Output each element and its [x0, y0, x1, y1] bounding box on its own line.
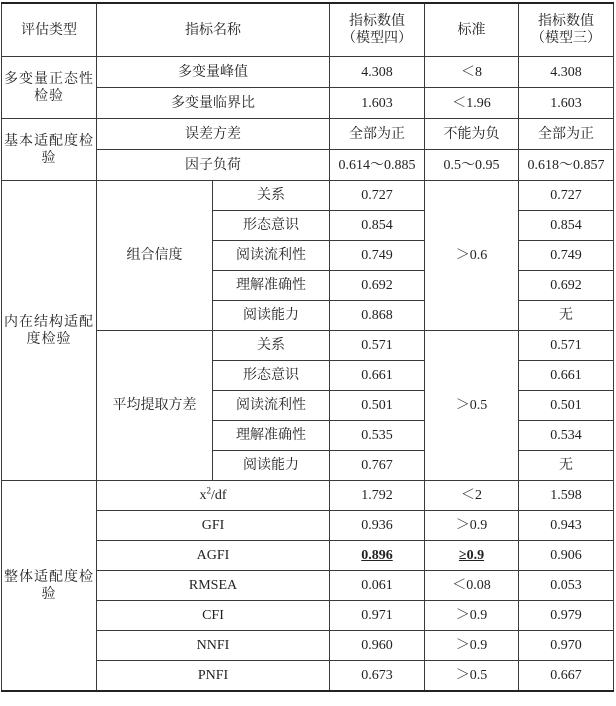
chi-superscript: 2 [206, 485, 211, 496]
value-model3: 0.661 [519, 361, 614, 391]
value-model4: 1.603 [330, 88, 425, 119]
value-model3: 0.667 [519, 661, 614, 692]
indicator-name: 多变量峰值 [97, 57, 330, 88]
chi-symbol: x [199, 488, 207, 503]
indicator-name: PNFI [97, 661, 330, 692]
indicator-name: 形态意识 [213, 361, 330, 391]
standard-cell: 不能为负 [425, 119, 519, 150]
header-row [2, 3, 614, 57]
value-model3: 无 [519, 301, 614, 331]
value-model3: 无 [519, 451, 614, 481]
value-model4: 0.936 [330, 511, 425, 541]
table-row [2, 119, 614, 150]
indicator-name: 形态意识 [213, 211, 330, 241]
standard-cell: ＜0.08 [425, 571, 519, 601]
standard-cell: ＞0.6 [425, 181, 519, 331]
header-value-model4-line1: 指标数值 [349, 13, 405, 29]
header-value-model3-line1: 指标数值 [538, 13, 594, 29]
group-basic-fit: 基本适配度检验 [2, 119, 97, 181]
indicator-name [97, 481, 330, 511]
standard-cell: ＜1.96 [425, 88, 519, 119]
value-model3: 0.534 [519, 421, 614, 451]
value-model4: 0.971 [330, 601, 425, 631]
value-model4: 0.960 [330, 631, 425, 661]
indicator-name: 理解准确性 [213, 421, 330, 451]
value-model3: 0.979 [519, 601, 614, 631]
standard-cell: ≥0.9 [425, 541, 519, 571]
value-model3: 0.727 [519, 181, 614, 211]
value-model3: 0.970 [519, 631, 614, 661]
group-internal-fit: 内在结构适配度检验 [2, 181, 97, 481]
standard-cell: ＞0.9 [425, 601, 519, 631]
value-model4: 0.061 [330, 571, 425, 601]
value-model4: 0.571 [330, 331, 425, 361]
value-model4: 0.854 [330, 211, 425, 241]
indicator-name: 关系 [213, 331, 330, 361]
indicator-name: 阅读流利性 [213, 241, 330, 271]
value-model3: 0.618～0.857 [519, 150, 614, 181]
group-overall-fit: 整体适配度检验 [2, 481, 97, 692]
header-standard: 标准 [425, 3, 519, 57]
value-model3: 0.692 [519, 271, 614, 301]
indicator-name: AGFI [97, 541, 330, 571]
chi-df-suffix: /df [210, 488, 227, 503]
value-model4: 0.535 [330, 421, 425, 451]
value-model3: 4.308 [519, 57, 614, 88]
indicator-name: RMSEA [97, 571, 330, 601]
indicator-name: NNFI [97, 631, 330, 661]
value-model3: 0.749 [519, 241, 614, 271]
header-value-model3 [519, 3, 614, 57]
indicator-name: 阅读流利性 [213, 391, 330, 421]
value-model3: 0.906 [519, 541, 614, 571]
value-model4: 0.614～0.885 [330, 150, 425, 181]
value-model3: 0.501 [519, 391, 614, 421]
subgroup-ave: 平均提取方差 [97, 331, 213, 481]
standard-cell: ＞0.5 [425, 661, 519, 692]
indicator-name: 因子负荷 [97, 150, 330, 181]
indicator-name: 误差方差 [97, 119, 330, 150]
indicator-name: 阅读能力 [213, 451, 330, 481]
indicator-name: GFI [97, 511, 330, 541]
indicator-name: CFI [97, 601, 330, 631]
value-model4: 0.501 [330, 391, 425, 421]
value-model3: 0.053 [519, 571, 614, 601]
value-model4: 0.727 [330, 181, 425, 211]
header-indicator: 指标名称 [97, 3, 330, 57]
value-model3: 0.571 [519, 331, 614, 361]
table-row [2, 57, 614, 88]
value-model3: 全部为正 [519, 119, 614, 150]
value-model3: 0.854 [519, 211, 614, 241]
value-model3: 1.598 [519, 481, 614, 511]
value-model4: 0.749 [330, 241, 425, 271]
standard-cell: ＜2 [425, 481, 519, 511]
table-row [2, 481, 614, 511]
fit-indices-table [1, 2, 614, 692]
header-value-model3-line2: （模型三） [531, 30, 601, 46]
value-model4: 0.673 [330, 661, 425, 692]
standard-cell: ＞0.5 [425, 331, 519, 481]
indicator-name: 关系 [213, 181, 330, 211]
table-row [2, 181, 614, 211]
value-model4: 0.661 [330, 361, 425, 391]
value-model4: 0.896 [330, 541, 425, 571]
standard-cell: 0.5～0.95 [425, 150, 519, 181]
header-value-model4 [330, 3, 425, 57]
subgroup-composite-reliability: 组合信度 [97, 181, 213, 331]
value-model4: 0.692 [330, 271, 425, 301]
value-model4: 4.308 [330, 57, 425, 88]
header-value-model4-line2: （模型四） [342, 30, 412, 46]
indicator-name: 阅读能力 [213, 301, 330, 331]
value-model3: 1.603 [519, 88, 614, 119]
indicator-name: 多变量临界比 [97, 88, 330, 119]
value-model4: 全部为正 [330, 119, 425, 150]
standard-cell: ＞0.9 [425, 631, 519, 661]
standard-cell: ＞0.9 [425, 511, 519, 541]
value-model4: 0.868 [330, 301, 425, 331]
value-model4: 0.767 [330, 451, 425, 481]
group-normality: 多变量正态性检验 [2, 57, 97, 119]
indicator-name: 理解准确性 [213, 271, 330, 301]
value-model3: 0.943 [519, 511, 614, 541]
standard-cell: ＜8 [425, 57, 519, 88]
value-model4: 1.792 [330, 481, 425, 511]
header-type: 评估类型 [2, 3, 97, 57]
